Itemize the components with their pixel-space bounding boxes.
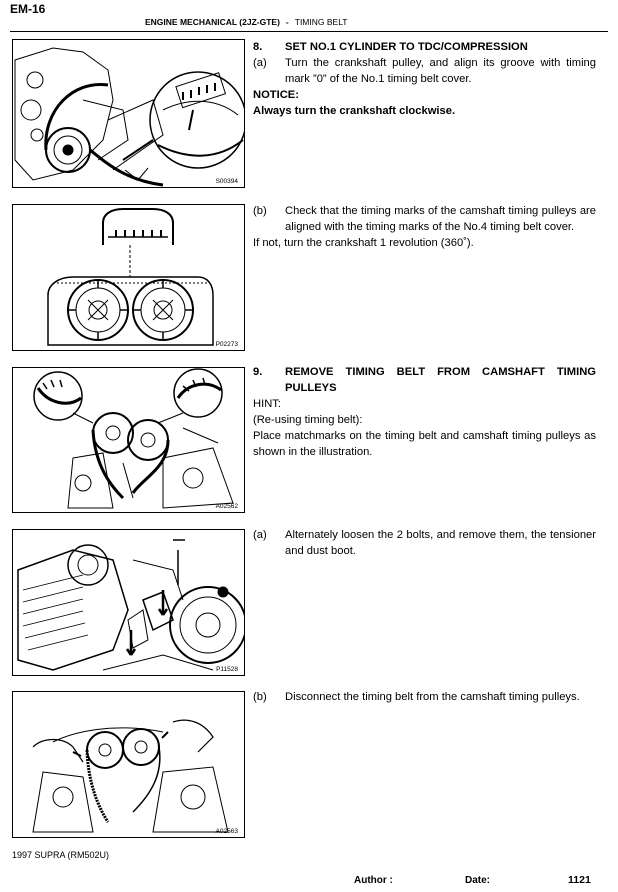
figure-timing-belt-matchmarks: [12, 367, 245, 513]
step-8b-block: [253, 203, 596, 251]
figure-code: S00394: [215, 178, 238, 185]
section-title: ENGINE MECHANICAL (2JZ-GTE): [145, 17, 280, 27]
step-9a-block: [253, 527, 596, 559]
substep-label: (b): [253, 205, 267, 217]
figure-code: P02273: [215, 341, 238, 348]
substep-note: If not, turn the crankshaft 1 revolution (360˚).: [253, 237, 474, 249]
figure-timing-belt-removal: [12, 691, 245, 838]
figure-tensioner-bolts: [12, 529, 245, 676]
step-8b: [253, 203, 596, 235]
page-header: [145, 17, 348, 27]
model-code: 1997 SUPRA (RM502U): [12, 850, 110, 860]
figure-crankshaft-pulley: [12, 39, 245, 188]
figure-code: P11528: [216, 666, 238, 673]
notice-label: NOTICE:: [253, 89, 299, 101]
step-title: REMOVE TIMING BELT FROM CAMSHAFT TIMING PULLEYS: [285, 366, 596, 394]
substep-label: (a): [253, 57, 267, 69]
step-number: 8.: [253, 41, 263, 53]
page-id: EM-16: [10, 2, 46, 16]
step-9-heading: [253, 364, 596, 396]
step-8-block: [253, 39, 596, 119]
substep-label: (b): [253, 691, 267, 703]
subsection-title: TIMING BELT: [294, 17, 348, 27]
author-label: Author :: [354, 875, 393, 886]
timing-belt-removal-icon: [13, 692, 245, 838]
substep-text: Check that the timing marks of the camshaft timing pulleys are aligned with the timing marks of the No.4 timing belt cover.: [285, 205, 596, 233]
substep-text: Alternately loosen the 2 bolts, and remove them, the tensioner and dust boot.: [285, 529, 596, 557]
step-8-heading: [253, 39, 596, 55]
step-8a: [253, 55, 596, 87]
step-9a: [253, 527, 596, 559]
crankshaft-pulley-icon: [13, 40, 245, 188]
camshaft-pulleys-icon: [13, 205, 245, 351]
page-number: 1121: [568, 874, 591, 886]
header-rule: [10, 31, 608, 32]
hint-label: HINT:: [253, 398, 281, 410]
hint-line-1: (Re-using timing belt):: [253, 414, 363, 426]
header-separator: -: [285, 17, 289, 27]
substep-text: Turn the crankshaft pulley, and align its groove with timing mark ”0” of the No.1 timing belt cover.: [285, 57, 596, 85]
figure-code: A02562: [215, 503, 238, 510]
step-number: 9.: [253, 366, 263, 378]
substep-label: (a): [253, 529, 267, 541]
step-title: SET NO.1 CYLINDER TO TDC/COMPRESSION: [285, 41, 528, 53]
notice-text: Always turn the crankshaft clockwise.: [253, 105, 456, 117]
timing-belt-matchmarks-icon: [13, 368, 245, 513]
date-label: Date:: [465, 875, 491, 886]
figure-code: A02563: [215, 828, 238, 835]
figure-camshaft-timing-marks: [12, 204, 245, 351]
step-9b: [253, 689, 596, 705]
substep-text: Disconnect the timing belt from the camshaft timing pulleys.: [285, 691, 580, 703]
hint-line-2: Place matchmarks on the timing belt and camshaft timing pulleys as shown in the illustration.: [253, 430, 596, 458]
step-9-block: [253, 364, 596, 460]
step-9b-block: [253, 689, 596, 705]
tensioner-bolts-icon: [13, 530, 245, 676]
